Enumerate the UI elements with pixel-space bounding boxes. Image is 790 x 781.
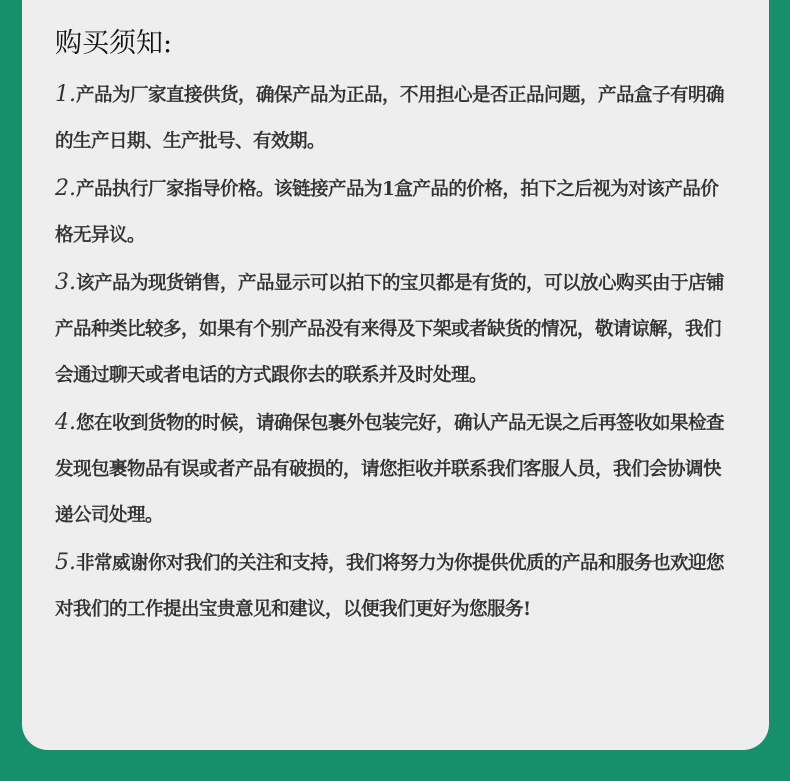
- notice-item-number: 1.: [55, 82, 76, 107]
- notice-item-text: 非常威谢你对我们的关注和支持，我们将努力为你提供优质的产品和服务也欢迎您对我们的工作提出宝贵意见和建议，以便我们更好为您服务!: [55, 553, 725, 620]
- notice-item-2: [55, 166, 735, 259]
- notice-item-text: 该产品为现货销售，产品显示可以拍下的宝贝都是有货的，可以放心购买由于店铺产品种类比较多，如果有个别产品没有来得及下架或者缺货的情况，敬请谅解，我们会通过聊天或者电话的方式跟你去的联系并及时处理。: [55, 273, 725, 386]
- notice-item-number: 5.: [55, 550, 76, 575]
- notice-item-5: [55, 540, 735, 633]
- notice-item-1: [55, 72, 735, 165]
- notice-item-number: 2.: [55, 176, 76, 201]
- notice-item-number: 4.: [55, 410, 76, 435]
- notice-item-text: 产品执行厂家指导价格。该链接产品为1盒产品的价格，拍下之后视为对该产品价格无异议。: [55, 179, 719, 246]
- notice-card: [22, 0, 769, 750]
- notice-item-text: 您在收到货物的时候，请确保包裹外包装完好，确认产品无误之后再签收如果检查发现包裹物品有误或者产品有破损的，请您拒收并联系我们客服人员，我们会协调快递公司处理。: [55, 413, 725, 526]
- notice-item-text: 产品为厂家直接供货，确保产品为正品，不用担心是否正品问题，产品盒子有明确的生产日期、生产批号、有效期。: [55, 85, 725, 152]
- notice-item-3: [55, 260, 735, 399]
- notice-item-number: 3.: [55, 270, 76, 295]
- notice-title: 购买须知:: [55, 28, 173, 59]
- notice-item-4: [55, 400, 735, 539]
